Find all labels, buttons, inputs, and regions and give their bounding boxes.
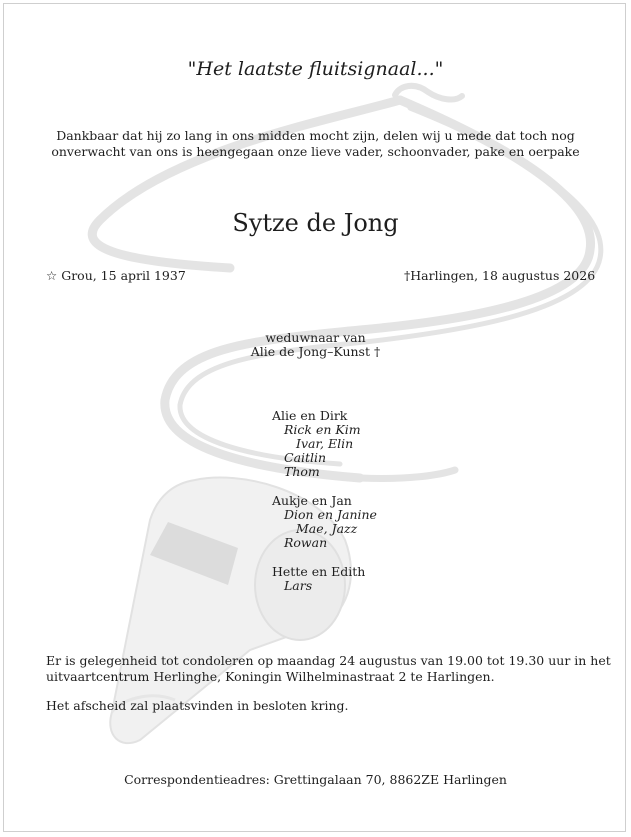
death-place-date: Harlingen, 18 augustus 2026 <box>410 268 596 283</box>
family-child: Rick en Kim <box>284 422 361 437</box>
birth-place-date: Grou, 15 april 1937 <box>61 268 186 283</box>
intro-line-2: onverwacht van ons is heengegaan onze lieve vader, schoonvader, pake en oerpake <box>51 144 580 159</box>
condolence-line-1: Er is gelegenheid tot condoleren op maandag 24 augustus van 19.00 tot 19.30 uur in het <box>46 653 611 668</box>
family-child: Dion en Janine <box>284 507 377 522</box>
family-grandchild: Mae, Jazz <box>296 521 358 536</box>
family-child: Lars <box>284 578 313 593</box>
condolence-line-2: uitvaartcentrum Herlinghe, Koningin Wilhelminastraat 2 te Harlingen. <box>46 669 495 684</box>
intro-line-1: Dankbaar dat hij zo lang in ons midden mocht zijn, delen wij u mede dat toch nog <box>56 128 575 143</box>
family-parents-3: Hette en Edith <box>272 564 366 579</box>
cross-icon: † <box>404 268 411 283</box>
death-info <box>404 269 595 283</box>
correspondence-address: Correspondentieadres: Grettingalaan 70, 8862ZE Harlingen <box>124 772 507 787</box>
widower-label: weduwnaar van <box>265 330 366 345</box>
family-grandchild: Ivar, Elin <box>296 436 354 451</box>
star-icon: ☆ <box>46 268 58 283</box>
farewell-text: Het afscheid zal plaatsvinden in besloten kring. <box>46 698 349 713</box>
intro-text <box>0 128 631 160</box>
deceased-name: Sytze de Jong <box>232 209 399 237</box>
condolence-text <box>46 653 611 685</box>
family-parents-2: Aukje en Jan <box>272 493 352 508</box>
motto-heading: "Het laatste fluitsignaal..." <box>187 58 444 80</box>
family-child: Rowan <box>284 535 328 550</box>
widower-spouse: Alie de Jong–Kunst † <box>250 344 381 359</box>
family-child: Caitlin <box>284 450 327 465</box>
birth-info <box>46 269 186 283</box>
family-parents-1: Alie en Dirk <box>272 408 348 423</box>
family-child: Thom <box>284 464 320 479</box>
